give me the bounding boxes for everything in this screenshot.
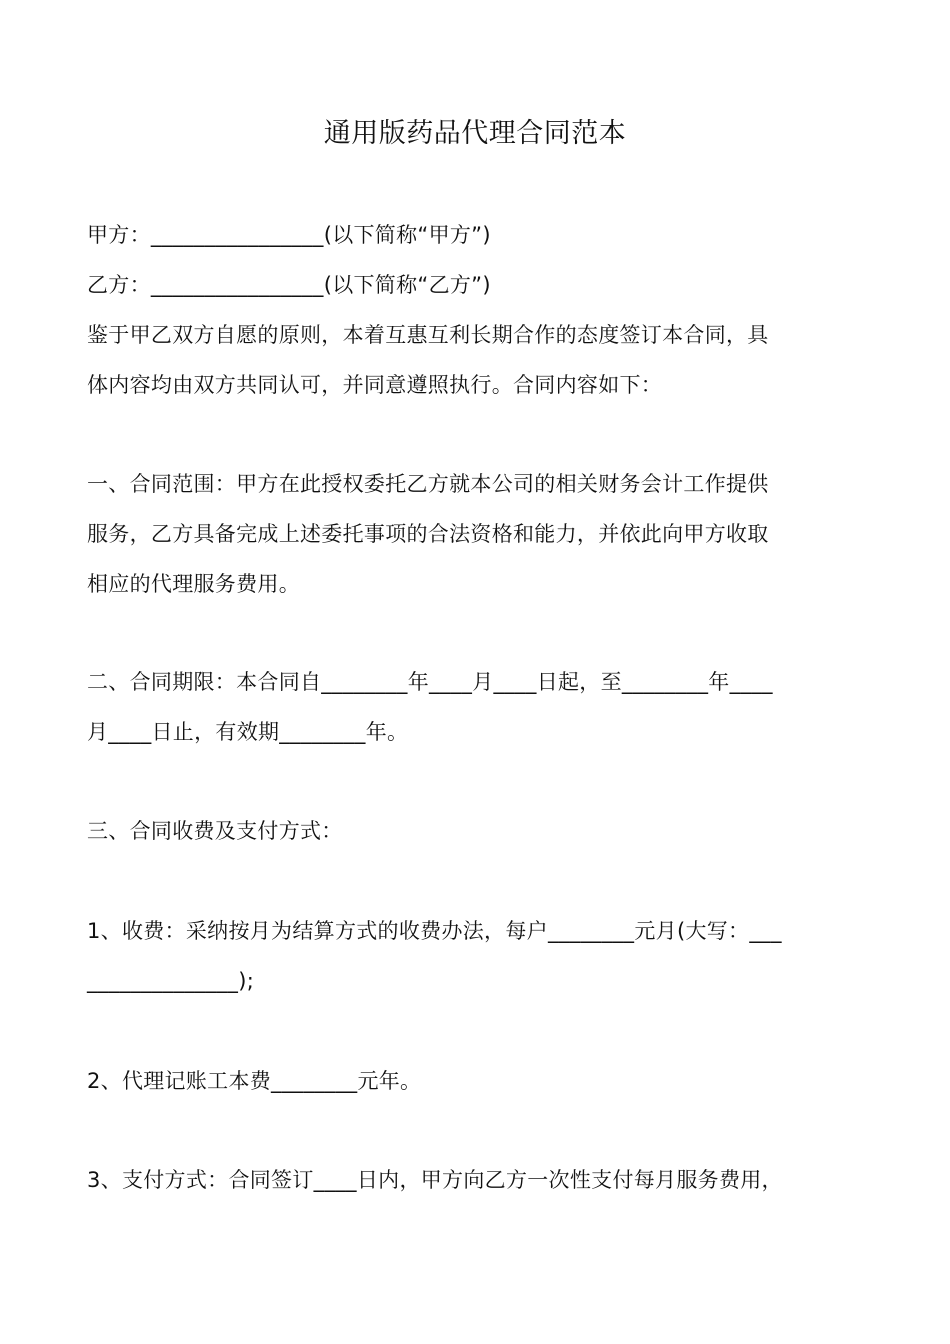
clause-1-line-1: 1、收费：采纳按月为结算方式的收费办法，每户________元月(大写：___ (87, 919, 782, 943)
section-2-line-1: 二、合同期限：本合同自________年____月____日起，至________年____ (87, 670, 773, 694)
party-a-line: 甲方：________________(以下简称“甲方”) (87, 223, 491, 247)
document-title: 通用版药品代理合同范本 (323, 118, 627, 149)
section-3-heading: 三、合同收费及支付方式： (87, 819, 343, 843)
section-1-line-3: 相应的代理服务费用。 (87, 572, 300, 596)
section-1-line-2: 服务，乙方具备完成上述委托事项的合法资格和能力，并依此向甲方收取 (87, 522, 769, 546)
section-2-line-2: 月____日止，有效期________年。 (87, 720, 409, 744)
preamble-line-2: 体内容均由双方共同认可，并同意遵照执行。合同内容如下： (87, 373, 663, 397)
section-1-line-1: 一、合同范围：甲方在此授权委托乙方就本公司的相关财务会计工作提供 (87, 472, 769, 496)
clause-3-line: 3、支付方式：合同签订____日内，甲方向乙方一次性支付每月服务费用， (87, 1168, 783, 1192)
clause-1-line-2: ______________); (87, 969, 255, 993)
preamble-line-1: 鉴于甲乙双方自愿的原则，本着互惠互利长期合作的态度签订本合同，具 (87, 323, 769, 347)
clause-2-line: 2、代理记账工本费________元年。 (87, 1069, 422, 1093)
party-b-line: 乙方：________________(以下简称“乙方”) (87, 273, 491, 297)
